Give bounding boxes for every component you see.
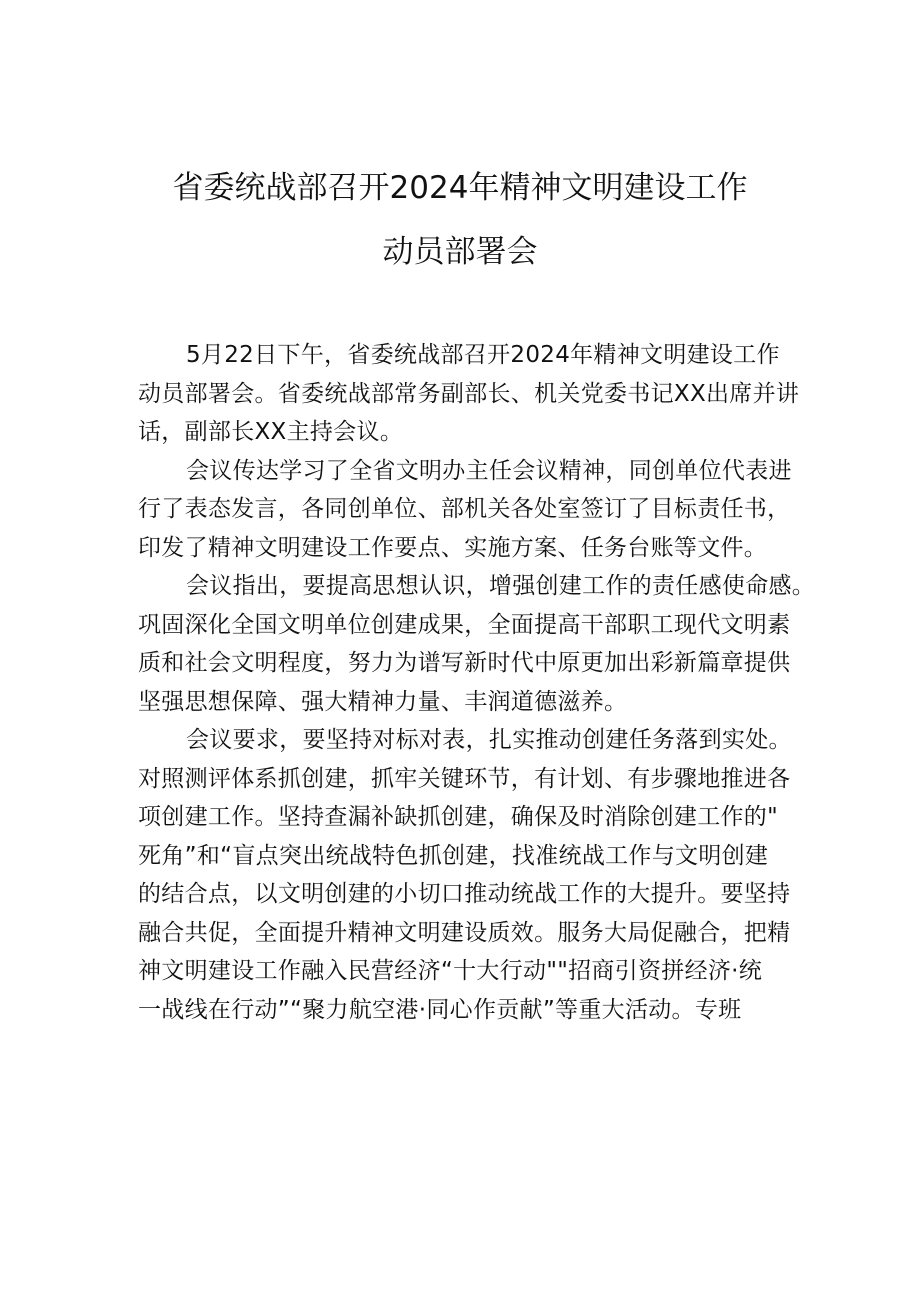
text-line: 动员部署会。省委统战部常务副部长、机关党委书记XX出席并讲 bbox=[138, 380, 800, 407]
text-line: 印发了精神文明建设工作要点、实施方案、任务台账等文件。 bbox=[138, 534, 768, 561]
text-line: 行了表态发言，各同创单位、部机关各处室签订了目标责任书， bbox=[138, 496, 791, 522]
text-line: 话，副部长XX主持会议。 bbox=[138, 419, 404, 445]
text-line: 坚强思想保障、强大精神力量、丰润道德滋养。 bbox=[138, 688, 628, 715]
text-line: 的结合点，以文明创建的小切口推动统战工作的大提升。要坚持 bbox=[138, 881, 791, 907]
text-line: 死角”和“盲点突出统战特色抓创建，找准统战工作与文明创建 bbox=[138, 842, 769, 869]
text-line: 会议传达学习了全省文明办主任会议精神，同创单位代表进 bbox=[186, 457, 792, 484]
text-line: 神文明建设工作融入民营经济“十大行动""招商引资拼经济·统 bbox=[138, 958, 763, 984]
text-line: 会议要求，要坚持对标对表，扎实推动创建任务落到实处。 bbox=[186, 727, 792, 753]
text-line: 融合共促，全面提升精神文明建设质效。服务大局促融合，把精 bbox=[138, 919, 791, 946]
text-line: 对照测评体系抓创建，抓牢关键环节，有计划、有步骤地推进各 bbox=[138, 765, 791, 792]
paragraph-4 bbox=[138, 721, 792, 1029]
paragraph-1 bbox=[138, 336, 800, 452]
paragraph-3 bbox=[138, 567, 816, 721]
text-line: 项创建工作。坚持查漏补缺抓创建，确保及时消除创建工作的" bbox=[138, 804, 778, 830]
text-line: 5月22日下午，省委统战部召开2024年精神文明建设工作 bbox=[186, 342, 780, 368]
text-line: 一战线在行动”“聚力航空港·同心作贡献”等重大活动。专班 bbox=[138, 996, 742, 1023]
text-line: 巩固深化全国文明单位创建成果，全面提高干部职工现代文明素 bbox=[138, 611, 791, 638]
title-line-1: 省委统战部召开2024年精神文明建设工作 bbox=[172, 170, 748, 206]
document-body bbox=[138, 336, 816, 1029]
title-line-2: 动员部署会 bbox=[382, 234, 538, 270]
paragraph-2 bbox=[138, 452, 792, 568]
text-line: 质和社会文明程度，努力为谱写新时代中原更加出彩新篇章提供 bbox=[138, 650, 791, 676]
text-line: 会议指出，要提高思想认识，增强创建工作的责任感使命感。 bbox=[186, 573, 816, 599]
document-title bbox=[0, 162, 920, 278]
